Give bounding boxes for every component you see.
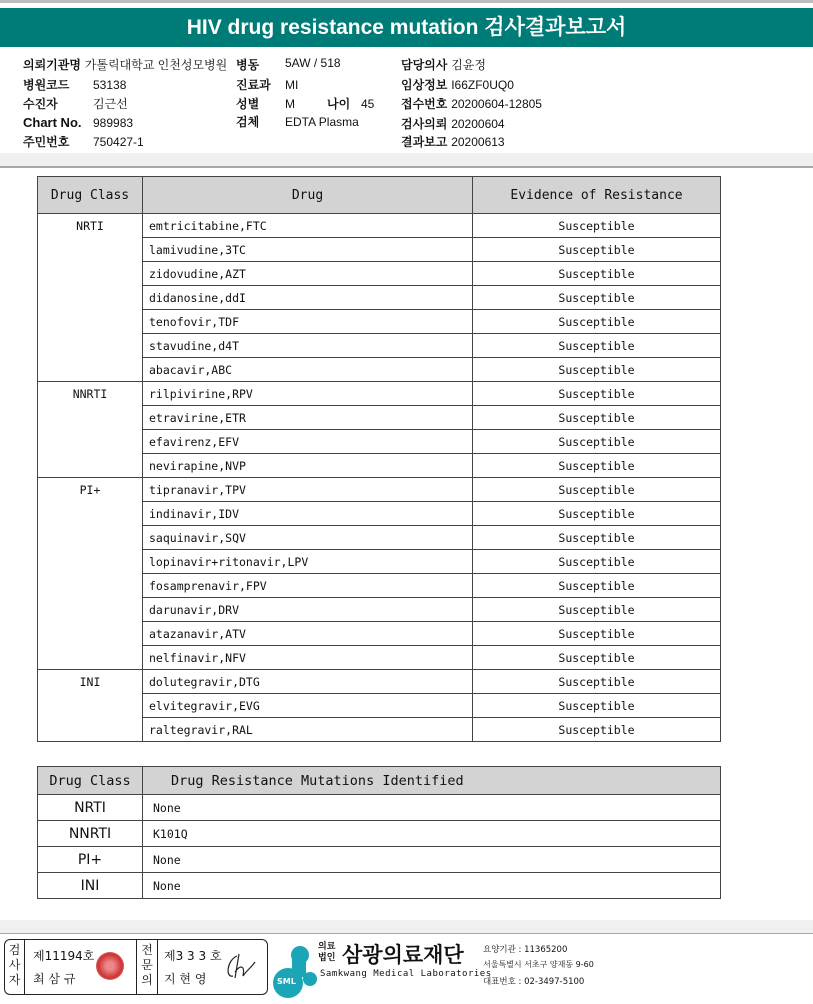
footer: [0, 935, 813, 1004]
drug-cell: tipranavir,TPV: [143, 478, 473, 502]
age-label: 나이: [327, 97, 351, 111]
hospital-code-label: 병원코드: [23, 78, 70, 92]
drug-cell: tenofovir,TDF: [143, 310, 473, 334]
table-row: [38, 821, 721, 847]
table-row: [38, 382, 721, 406]
age-value: 45: [361, 97, 375, 111]
table-row: [38, 478, 721, 502]
drug-cell: lamivudine,3TC: [143, 238, 473, 262]
signature-box: [4, 939, 268, 995]
dept-label: 진료과: [236, 78, 271, 92]
report-date-value: 20200613: [451, 135, 505, 149]
specialist-label: 전문의: [136, 940, 158, 994]
drug-class-cell: NRTI: [38, 795, 143, 821]
footer-divider: [0, 920, 813, 934]
evidence-cell: Susceptible: [473, 286, 721, 310]
drug-class-cell: NRTI: [38, 214, 143, 382]
evidence-cell: Susceptible: [473, 670, 721, 694]
examiner-name: 최 삼 규: [33, 972, 76, 986]
drug-cell: lopinavir+ritonavir,LPV: [143, 550, 473, 574]
hospital-code-value: 53138: [93, 78, 127, 92]
col-header-drug-class: Drug Class: [38, 177, 143, 214]
clinical-label: 임상정보: [401, 78, 448, 92]
specialist-name: 지 현 영: [164, 972, 207, 986]
specialist-license: 제3 3 3 호: [164, 949, 222, 963]
evidence-cell: Susceptible: [473, 454, 721, 478]
rrn-label: 주민번호: [23, 135, 70, 149]
drug-cell: elvitegravir,EVG: [143, 694, 473, 718]
rrn-value: 750427-1: [93, 135, 144, 149]
table-row: [38, 214, 721, 238]
drug-class-cell: NNRTI: [38, 821, 143, 847]
evidence-cell: Susceptible: [473, 406, 721, 430]
seal-stamp-icon: [96, 952, 124, 980]
table-row: [38, 873, 721, 899]
evidence-cell: Susceptible: [473, 646, 721, 670]
col-header-evidence: Evidence of Resistance: [473, 177, 721, 214]
examiner-label: 검사자: [5, 940, 25, 994]
clinical-value: I66ZF0UQ0: [451, 78, 514, 92]
patient-label: 수진자: [23, 97, 58, 111]
drug-cell: didanosine,ddI: [143, 286, 473, 310]
col-header-drug-class: Drug Class: [38, 767, 143, 795]
request-label: 검사의뢰: [401, 117, 448, 131]
specimen-label: 검체: [236, 115, 260, 129]
evidence-cell: Susceptible: [473, 238, 721, 262]
evidence-cell: Susceptible: [473, 622, 721, 646]
evidence-cell: Susceptible: [473, 526, 721, 550]
top-border: [0, 0, 813, 3]
evidence-cell: Susceptible: [473, 382, 721, 406]
drug-cell: stavudine,d4T: [143, 334, 473, 358]
dept-value: MI: [285, 78, 299, 92]
evidence-cell: Susceptible: [473, 502, 721, 526]
org-english: Samkwang Medical Laboratories: [320, 969, 492, 979]
evidence-cell: Susceptible: [473, 358, 721, 382]
patient-value: 김근선: [93, 97, 128, 111]
ward-label: 병동: [236, 58, 260, 72]
drug-cell: zidovudine,AZT: [143, 262, 473, 286]
org-name: 삼광의료재단: [342, 943, 464, 967]
specimen-value: EDTA Plasma: [285, 115, 359, 129]
org-prefix: 의료법인: [318, 942, 336, 963]
institution-value: 가톨릭대학교 인천성모병원: [84, 58, 228, 72]
drug-class-cell: PI+: [38, 478, 143, 670]
receipt-value: 20200604-12805: [451, 97, 542, 111]
org-phone: 대표번호 : 02-3497-5100: [483, 977, 585, 987]
evidence-cell: Susceptible: [473, 334, 721, 358]
resistance-table: [37, 176, 721, 742]
evidence-cell: Susceptible: [473, 214, 721, 238]
table-row: [38, 670, 721, 694]
institution-label: 의뢰기관명: [23, 58, 81, 72]
drug-cell: dolutegravir,DTG: [143, 670, 473, 694]
drug-cell: rilpivirine,RPV: [143, 382, 473, 406]
drug-cell: darunavir,DRV: [143, 598, 473, 622]
mutations-cell: None: [143, 873, 721, 899]
evidence-cell: Susceptible: [473, 262, 721, 286]
drug-cell: saquinavir,SQV: [143, 526, 473, 550]
evidence-cell: Susceptible: [473, 310, 721, 334]
evidence-cell: Susceptible: [473, 598, 721, 622]
section-divider: [0, 153, 813, 166]
evidence-cell: Susceptible: [473, 430, 721, 454]
drug-cell: atazanavir,ATV: [143, 622, 473, 646]
sex-label: 성별: [236, 97, 260, 111]
doctor-label: 담당의사: [401, 58, 448, 72]
drug-cell: nelfinavir,NFV: [143, 646, 473, 670]
ward-value: 5AW / 518: [285, 56, 341, 70]
mutations-cell: K101Q: [143, 821, 721, 847]
request-value: 20200604: [451, 117, 505, 131]
mutations-cell: None: [143, 847, 721, 873]
report-date-label: 결과보고: [401, 135, 448, 149]
evidence-cell: Susceptible: [473, 694, 721, 718]
logo-text: SML: [277, 977, 296, 986]
signature-icon: [223, 952, 259, 982]
drug-class-cell: INI: [38, 670, 143, 742]
table-row: [38, 795, 721, 821]
receipt-label: 접수번호: [401, 97, 448, 111]
evidence-cell: Susceptible: [473, 574, 721, 598]
col-header-mutations: Drug Resistance Mutations Identified: [143, 767, 721, 795]
drug-cell: fosamprenavir,FPV: [143, 574, 473, 598]
sml-logo-icon: [270, 941, 318, 1003]
chart-no-label: Chart No.: [23, 115, 82, 130]
drug-cell: efavirenz,EFV: [143, 430, 473, 454]
drug-cell: abacavir,ABC: [143, 358, 473, 382]
org-code: 요양기관 : 11365200: [483, 945, 568, 955]
table-row: [38, 847, 721, 873]
footer-line: [0, 933, 813, 934]
drug-cell: raltegravir,RAL: [143, 718, 473, 742]
divider-line: [0, 166, 813, 168]
evidence-cell: Susceptible: [473, 718, 721, 742]
drug-cell: emtricitabine,FTC: [143, 214, 473, 238]
evidence-cell: Susceptible: [473, 478, 721, 502]
sex-value: M: [285, 97, 295, 111]
evidence-cell: Susceptible: [473, 550, 721, 574]
mutation-table: [37, 766, 721, 899]
drug-class-cell: NNRTI: [38, 382, 143, 478]
doctor-value: 김윤정: [451, 58, 486, 72]
report-title: HIV drug resistance mutation 검사결과보고서: [0, 8, 813, 47]
drug-class-cell: PI+: [38, 847, 143, 873]
examiner-license: 제11194호: [33, 949, 95, 963]
drug-cell: etravirine,ETR: [143, 406, 473, 430]
mutations-cell: None: [143, 795, 721, 821]
drug-cell: nevirapine,NVP: [143, 454, 473, 478]
chart-no-value: 989983: [93, 116, 134, 130]
drug-cell: indinavir,IDV: [143, 502, 473, 526]
drug-class-cell: INI: [38, 873, 143, 899]
col-header-drug: Drug: [143, 177, 473, 214]
org-address: 서울특별시 서초구 양재동 9-60: [483, 960, 594, 969]
